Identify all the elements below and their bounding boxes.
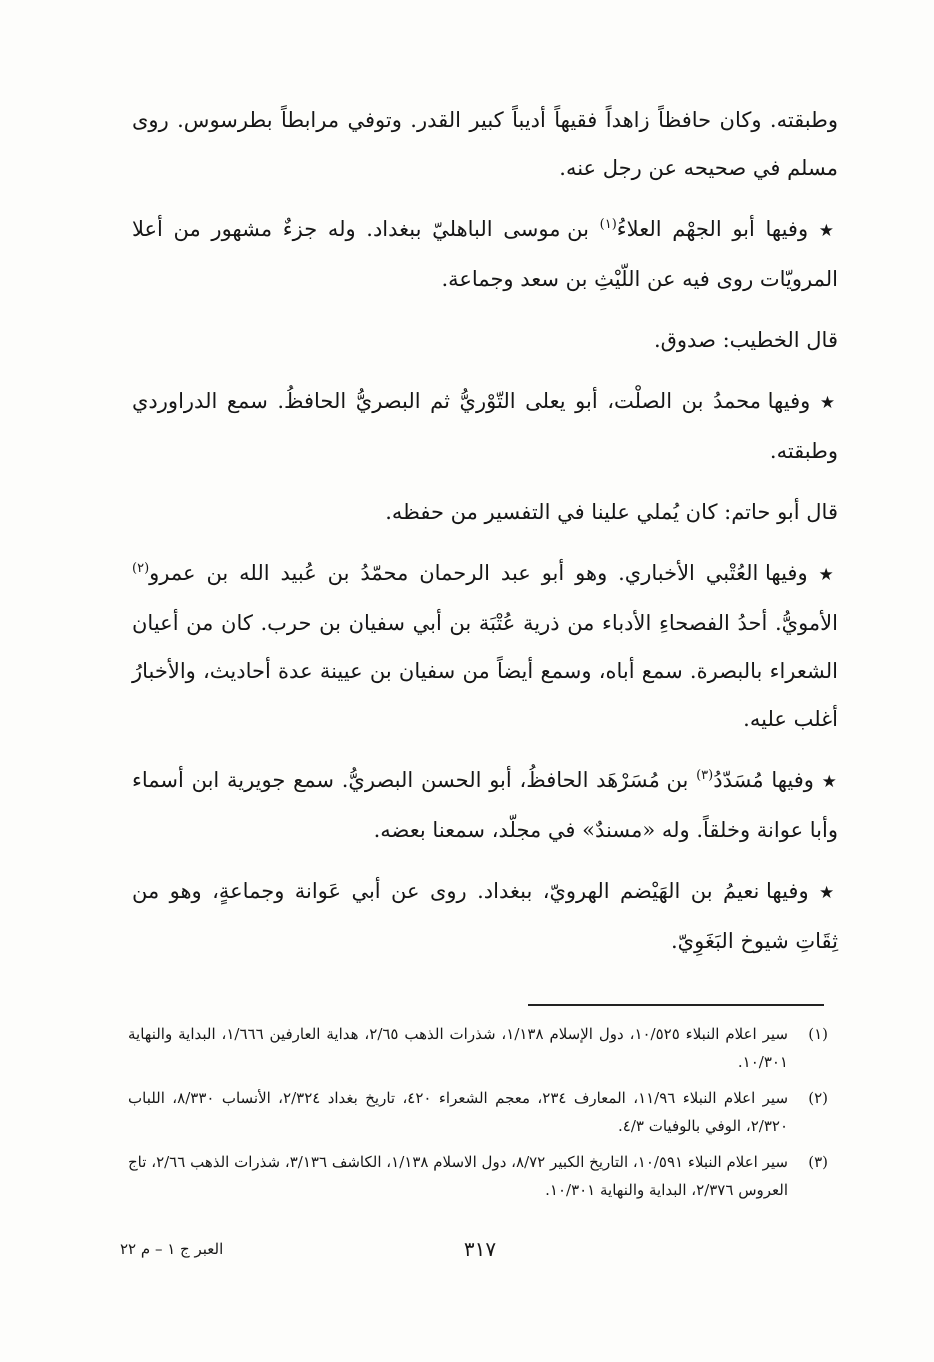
paragraph-5-text: قال أبو حاتم: كان يُملي علينا في التفسير من حفظه.: [385, 500, 838, 524]
footnote-text: سير اعلام النبلاء ١١/٩٦، المعارف ٢٣٤، معجم الشعراء ٤٢٠، تاريخ بغداد ٢/٣٢٤، الأنساب ٨/٣٣٠، اللباب ٢/٣٢٠، الوفي بالوفيات ٤/٣.: [128, 1089, 789, 1135]
paragraph-7-text-a: وفيها مُسَدّدُ: [713, 768, 814, 792]
printer-signature: العبر ج ١ – م ٢٢: [120, 1240, 224, 1258]
paragraph-2: [132, 205, 838, 303]
footnote-number: (٢): [808, 1089, 828, 1107]
page-number: ٣١٧: [463, 1237, 497, 1261]
footnote-text: سير اعلام النبلاء ١٠/٥٢٥، دول الإسلام ١/١٣٨، شذرات الذهب ٢/٦٥، هداية العارفين ١/٦٦٦، البداية والنهاية ١٠/٣٠١.: [128, 1025, 788, 1071]
paragraph-7: [132, 756, 838, 854]
footnote-number: (٣): [808, 1153, 828, 1171]
star-icon: ★: [818, 565, 838, 585]
footnote-ref-1: (١): [599, 217, 617, 232]
paragraph-1: [132, 96, 838, 192]
paragraph-8: [132, 867, 838, 965]
paragraph-2-text-a: وفيها أبو الجهْم العلاءُ: [616, 217, 809, 241]
main-text: [132, 96, 838, 978]
paragraph-6-text-b: الأمويُّ. أحدُ الفصحاءِ الأدباء من ذرية عُتْبَة بن أبي سفيان بن حرب. كان من أعيان الشعراء بالبصرة. سمع أباه، وسمع أيضاً من سفيان بن عيينة عدة أحاديث، والأخبارُ أغلب عليه.: [132, 611, 838, 731]
paragraph-5: [132, 488, 838, 536]
footnote-3: [128, 1148, 828, 1204]
star-icon: ★: [821, 772, 838, 792]
footnote-number: (١): [808, 1025, 828, 1043]
paragraph-4-text: وفيها محمدُ بن الصلْت، أبو يعلى التّوْريُّ ثم البصريُّ الحافظُ. سمع الدراوردي وطبقته.: [132, 389, 838, 463]
footnotes: [128, 1020, 828, 1212]
paragraph-8-text: وفيها نعيمُ بن الهَيْضم الهرويّ، ببغداد. روى عن أبي عَوانة وجماعةٍ، وهو من ثِقَاتِ شيوخ البَغَوِيّ.: [132, 879, 838, 953]
paragraph-7-text-b: بن مُسَرْهَد الحافظُ، أبو الحسن البصريُّ. سمع جويرية ابن أسماء وأبا عوانة وخلقاً. وله «مسندٌ» في مجلّد، سمعنا بعضه.: [132, 768, 838, 842]
paragraph-6-text-a: وفيها العُتْبي الأخباري. وهو أبو عبد الرحمان محمّدُ بن عُبيد الله بن عمرو: [149, 561, 808, 585]
paragraph-3: [132, 316, 838, 364]
footnote-1: [128, 1020, 828, 1076]
footnote-ref-2: (٢): [132, 561, 150, 576]
footnote-text: سير اعلام النبلاء ١٠/٥٩١، التاريخ الكبير ٨/٧٢، دول الاسلام ١/١٣٨، الكاشف ٣/١٣٦، شذرات الذهب ٢/٦٦، تاج العروس ٢/٣٧٦، البداية والنهاية ١٠/٣٠١.: [128, 1153, 789, 1199]
star-icon: ★: [819, 393, 838, 413]
paragraph-6: [132, 549, 838, 743]
star-icon: ★: [819, 883, 838, 903]
footnote-divider: [528, 1004, 824, 1006]
paragraph-1-text: وطبقته. وكان حافظاً زاهداً فقيهاً أديباً كبير القدر. وتوفي مرابطاً بطرسوس. روى مسلم في صحيحه عن رجل عنه.: [132, 108, 838, 180]
footnote-2: [128, 1084, 828, 1140]
paragraph-4: [132, 377, 838, 475]
footnote-ref-3: (٣): [696, 768, 714, 783]
paragraph-3-text: قال الخطيب: صدوق.: [653, 328, 838, 352]
paragraph-2-text-b: بن موسى الباهليّ ببغداد. وله جزءٌ مشهور من أعلا المرويّات روى فيه عن اللّيْثِ بن سعد وجماعة.: [132, 217, 838, 291]
star-icon: ★: [818, 221, 838, 241]
